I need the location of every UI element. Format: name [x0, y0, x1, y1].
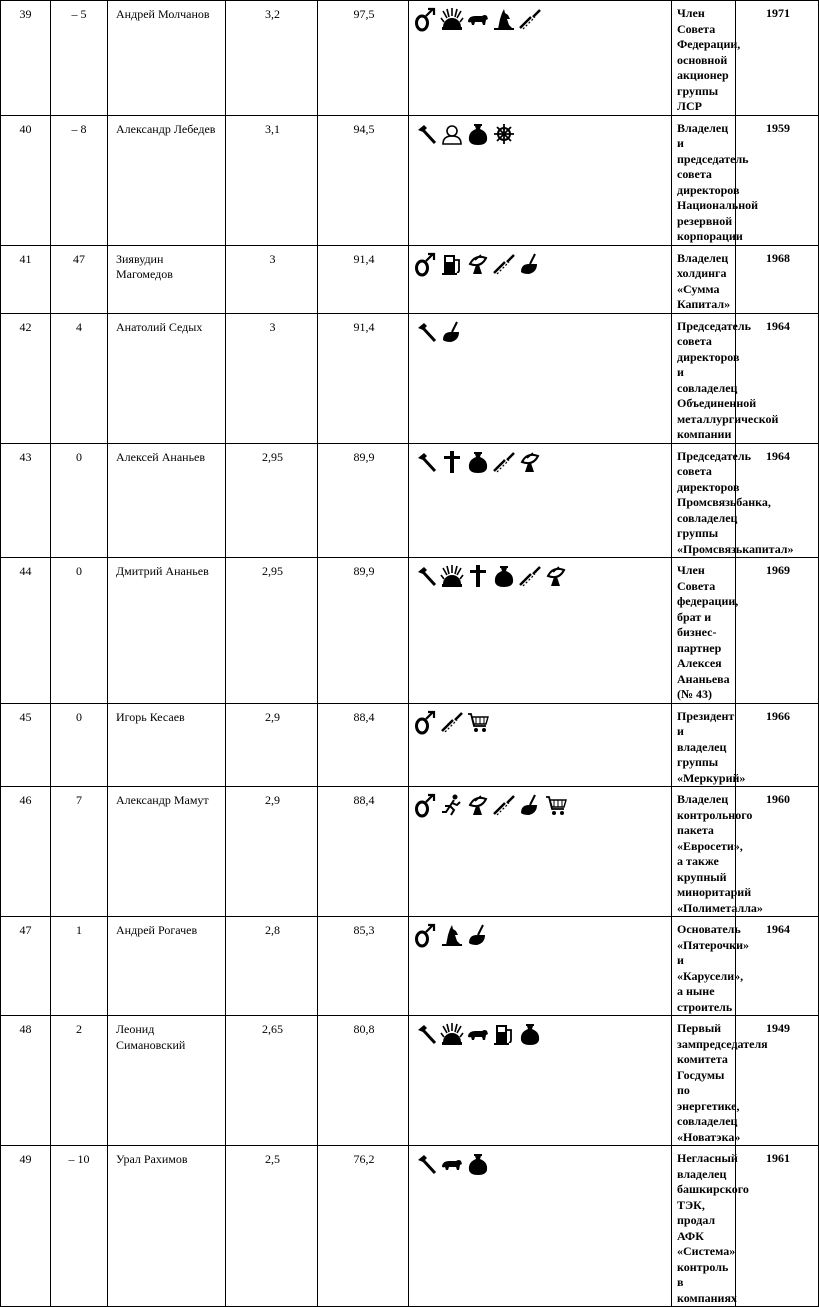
- rank-change-value: 0: [76, 564, 82, 578]
- wealth-rub-value: 94,5: [353, 121, 375, 136]
- wealth-usd-cell: [226, 313, 318, 443]
- wealth-usd-cell: [226, 787, 318, 917]
- wealth-usd-cell: [226, 558, 318, 704]
- rank-cell: [1, 787, 51, 917]
- wealth-usd-cell: [226, 917, 318, 1016]
- pipe-icon: [493, 450, 515, 474]
- wealth-usd-value: 2,95: [262, 564, 283, 578]
- hammer-icon: [415, 320, 437, 344]
- rank-change-value: – 5: [71, 7, 87, 21]
- cross-icon: [467, 564, 489, 588]
- birth-year-cell: [736, 1, 819, 116]
- person-name: Андрей Рогачев: [116, 923, 198, 937]
- birth-year-value: 1966: [766, 708, 790, 723]
- rank-change-value: 0: [76, 449, 82, 464]
- rank-change-value: 1: [76, 923, 82, 937]
- name-cell: [108, 703, 226, 787]
- wealth-usd-value: 2,5: [265, 1152, 280, 1166]
- wealth-rub-cell: [318, 703, 409, 787]
- rank-change-value: 47: [73, 251, 85, 266]
- wealth-usd-cell: [226, 1146, 318, 1307]
- wealth-rub-cell: [318, 115, 409, 245]
- name-cell: [108, 787, 226, 917]
- wealth-usd-value: 2,9: [265, 709, 280, 724]
- fuel-pump-icon: [441, 252, 463, 276]
- industry-icons: [415, 791, 667, 817]
- industry-icons: [415, 5, 667, 31]
- industry-icons-cell: [409, 313, 672, 443]
- wealth-rub-value: 89,9: [353, 564, 375, 578]
- person-name: Игорь Кесаев: [116, 709, 185, 724]
- birth-year-value: 1964: [766, 922, 790, 936]
- wealth-usd-value: 3: [269, 251, 276, 266]
- money-bag-icon: [493, 564, 515, 588]
- birth-year-cell: [736, 703, 819, 787]
- person-description: Член Совета федерации, брат и бизнес-партнер Алексея Ананьева (№ 43): [677, 563, 739, 701]
- rank-cell: [1, 245, 51, 313]
- rank-value: 48: [19, 1022, 32, 1036]
- description-cell: [672, 1, 741, 116]
- rank-change-cell: [51, 1016, 108, 1146]
- wealth-usd-value: 2,65: [262, 1022, 283, 1036]
- birth-year-cell: [736, 1016, 819, 1146]
- male-symbol-icon: [415, 7, 437, 31]
- table-row: [1, 443, 819, 558]
- wealth-usd-value: 2,8: [265, 923, 280, 937]
- description-cell: [672, 703, 746, 787]
- hammer-icon: [415, 122, 437, 146]
- rank-change-cell: [51, 443, 108, 558]
- rank-value: 45: [19, 709, 32, 724]
- pipe-icon: [519, 7, 541, 31]
- table-row: [1, 1016, 819, 1146]
- rank-change-cell: [51, 313, 108, 443]
- rank-value: 46: [19, 793, 32, 807]
- birth-year-cell: [736, 1146, 819, 1307]
- wealth-rub-value: 91,4: [353, 251, 375, 266]
- wealth-rub-value: 88,4: [353, 793, 375, 807]
- rank-change-cell: [51, 558, 108, 704]
- wealth-usd-cell: [226, 1, 318, 116]
- rank-value: 44: [19, 564, 32, 578]
- wealth-usd-cell: [226, 443, 318, 558]
- industry-icons: [415, 448, 667, 474]
- ladle-icon: [441, 320, 463, 344]
- rank-value: 42: [19, 319, 32, 334]
- rank-change-value: 7: [76, 793, 82, 807]
- person-head-icon: [441, 122, 463, 146]
- wealth-rub-value: 91,4: [353, 319, 375, 334]
- rank-change-cell: [51, 245, 108, 313]
- person-description: Основатель «Пятерочки» и «Карусели», а ныне строитель: [677, 922, 750, 1014]
- table-row: [1, 245, 819, 313]
- industry-icons: [415, 562, 667, 588]
- hammer-icon: [415, 450, 437, 474]
- rank-change-value: – 10: [68, 1152, 90, 1166]
- birth-year-value: 1949: [766, 1021, 790, 1035]
- description-cell: [672, 558, 739, 704]
- money-bag-icon: [467, 1152, 489, 1176]
- birth-year-cell: [736, 558, 819, 704]
- name-cell: [108, 245, 226, 313]
- shopping-cart-icon: [467, 710, 489, 734]
- wealth-usd-cell: [226, 703, 318, 787]
- industry-icons: [415, 1150, 667, 1176]
- wealth-rub-cell: [318, 558, 409, 704]
- sun-icon: [441, 1022, 463, 1046]
- table-row: [1, 787, 819, 917]
- name-cell: [108, 917, 226, 1016]
- wealth-rub-cell: [318, 245, 409, 313]
- person-name: Александр Мамут: [116, 793, 209, 807]
- table-row: [1, 115, 819, 245]
- description-cell: [672, 917, 750, 1016]
- birth-year-value: 1960: [766, 792, 790, 806]
- wealth-rub-value: 85,3: [353, 923, 375, 937]
- wealth-rub-cell: [318, 917, 409, 1016]
- person-name: Леонид Симановский: [116, 1022, 186, 1052]
- industry-icons-cell: [409, 1, 672, 116]
- birth-year-cell: [736, 115, 819, 245]
- table-row: [1, 917, 819, 1016]
- wolf-icon: [441, 923, 463, 947]
- birth-year-value: 1964: [766, 318, 790, 333]
- industry-icons: [415, 921, 667, 947]
- person-name: Анатолий Седых: [116, 319, 203, 334]
- rank-change-cell: [51, 115, 108, 245]
- person-description: Владелец контрольного пакета «Евросети», а также крупный миноритарий «Полиметалла»: [677, 792, 763, 915]
- satellite-dish-icon: [467, 252, 489, 276]
- rank-value: 43: [19, 449, 32, 464]
- male-symbol-icon: [415, 923, 437, 947]
- person-name: Дмитрий Ананьев: [116, 564, 209, 578]
- rank-value: 40: [19, 121, 32, 136]
- hammer-icon: [415, 1152, 437, 1176]
- rank-cell: [1, 1146, 51, 1307]
- table-row: [1, 313, 819, 443]
- wealth-rub-cell: [318, 1146, 409, 1307]
- hammer-icon: [415, 564, 437, 588]
- birth-year-value: 1969: [766, 563, 790, 577]
- bear-icon: [467, 7, 489, 31]
- person-name: Андрей Молчанов: [116, 7, 210, 21]
- description-cell: [672, 1016, 768, 1146]
- rank-cell: [1, 443, 51, 558]
- wealth-rub-cell: [318, 313, 409, 443]
- wealth-rub-cell: [318, 443, 409, 558]
- rank-change-value: – 8: [71, 121, 87, 136]
- bear-icon: [467, 1022, 489, 1046]
- runner-icon: [441, 793, 463, 817]
- rank-change-cell: [51, 917, 108, 1016]
- industry-icons-cell: [409, 917, 672, 1016]
- person-description: Владелец холдинга «Сумма Капитал»: [677, 250, 731, 311]
- rank-change-cell: [51, 703, 108, 787]
- rank-change-value: 0: [76, 709, 82, 724]
- industry-icons: [415, 250, 667, 276]
- male-symbol-icon: [415, 710, 437, 734]
- person-description: Президент и владелец группы «Меркурий»: [677, 708, 746, 785]
- pipe-icon: [493, 793, 515, 817]
- rank-value: 49: [19, 1152, 32, 1166]
- male-symbol-icon: [415, 793, 437, 817]
- rank-value: 39: [19, 7, 32, 21]
- wealth-rub-cell: [318, 1016, 409, 1146]
- name-cell: [108, 1146, 226, 1307]
- wealth-usd-cell: [226, 245, 318, 313]
- industry-icons-cell: [409, 1016, 672, 1146]
- name-cell: [108, 1016, 226, 1146]
- cross-icon: [441, 450, 463, 474]
- industry-icons: [415, 120, 667, 146]
- birth-year-value: 1964: [766, 448, 790, 463]
- industry-icons: [415, 318, 667, 344]
- bear-icon: [441, 1152, 463, 1176]
- person-description: Председатель совета директоров и совладелец Объединенной металлургической компании: [677, 318, 779, 441]
- person-name: Александр Лебедев: [116, 121, 216, 136]
- description-cell: [672, 787, 763, 917]
- wealth-rub-cell: [318, 787, 409, 917]
- person-description: Член Совета Федерации, основной акционер группы ЛСР: [677, 6, 741, 113]
- person-name: Алексей Ананьев: [116, 449, 206, 464]
- wealth-usd-cell: [226, 115, 318, 245]
- pipe-icon: [441, 710, 463, 734]
- sun-icon: [441, 564, 463, 588]
- ladle-icon: [467, 923, 489, 947]
- person-description: Негласный владелец башкирского ТЭК, продал АФК «Система» контроль в компаниях: [677, 1151, 749, 1305]
- wealth-usd-value: 3,2: [265, 7, 280, 21]
- ship-wheel-icon: [493, 122, 515, 146]
- hammer-icon: [415, 1022, 437, 1046]
- ladle-icon: [519, 793, 541, 817]
- rank-change-cell: [51, 1146, 108, 1307]
- wealth-usd-value: 2,95: [262, 449, 283, 464]
- wealth-rub-value: 97,5: [353, 7, 375, 21]
- rank-cell: [1, 313, 51, 443]
- pipe-icon: [493, 252, 515, 276]
- wealth-usd-value: 3,1: [265, 121, 280, 136]
- industry-icons-cell: [409, 787, 672, 917]
- person-name: Урал Рахимов: [116, 1152, 188, 1166]
- rank-cell: [1, 917, 51, 1016]
- fuel-pump-icon: [493, 1022, 515, 1046]
- table-body: [1, 1, 819, 1307]
- birth-year-value: 1961: [766, 1151, 790, 1165]
- industry-icons-cell: [409, 115, 672, 245]
- birth-year-value: 1959: [766, 120, 790, 135]
- rank-cell: [1, 115, 51, 245]
- industry-icons-cell: [409, 558, 672, 704]
- sun-icon: [441, 7, 463, 31]
- table-row: [1, 1146, 819, 1307]
- industry-icons-cell: [409, 245, 672, 313]
- money-bag-icon: [519, 1022, 541, 1046]
- wealth-usd-value: 3: [269, 319, 276, 334]
- person-description: Председатель совета директоров Промсвязьбанка, совладелец группы «Промсвязькапитал»: [677, 448, 794, 556]
- person-description: Первый зампредседателя комитета Госдумы по энергетике, совладелец «Новатэка»: [677, 1021, 768, 1144]
- table-row: [1, 703, 819, 787]
- ladle-icon: [519, 252, 541, 276]
- birth-year-value: 1968: [766, 250, 790, 265]
- description-cell: [672, 115, 759, 245]
- birth-year-cell: [736, 917, 819, 1016]
- description-cell: [672, 245, 736, 313]
- wealth-rub-value: 88,4: [353, 709, 375, 724]
- wealth-usd-value: 2,9: [265, 793, 280, 807]
- rank-value: 47: [19, 923, 32, 937]
- name-cell: [108, 1, 226, 116]
- wealth-rub-cell: [318, 1, 409, 116]
- name-cell: [108, 313, 226, 443]
- rank-change-value: 4: [76, 319, 82, 334]
- person-name: Зиявудин Магомедов: [116, 251, 173, 281]
- industry-icons: [415, 1020, 667, 1046]
- industry-icons: [415, 708, 667, 734]
- wealth-rub-value: 89,9: [353, 449, 375, 464]
- rank-change-cell: [51, 1, 108, 116]
- person-description: Владелец и председатель совета директоров Национальной резервной корпорации: [677, 120, 759, 243]
- wealth-rub-value: 80,8: [353, 1022, 375, 1036]
- name-cell: [108, 558, 226, 704]
- rank-value: 41: [19, 251, 32, 266]
- wolf-icon: [493, 7, 515, 31]
- rank-cell: [1, 703, 51, 787]
- table-row: [1, 558, 819, 704]
- money-bag-icon: [467, 450, 489, 474]
- wealth-usd-cell: [226, 1016, 318, 1146]
- shopping-cart-icon: [545, 793, 567, 817]
- description-cell: [672, 1146, 749, 1307]
- rank-change-cell: [51, 787, 108, 917]
- satellite-dish-icon: [545, 564, 567, 588]
- money-bag-icon: [467, 122, 489, 146]
- pipe-icon: [519, 564, 541, 588]
- rank-cell: [1, 558, 51, 704]
- industry-icons-cell: [409, 443, 672, 558]
- male-symbol-icon: [415, 252, 437, 276]
- rank-cell: [1, 1, 51, 116]
- satellite-dish-icon: [467, 793, 489, 817]
- wealth-rub-value: 76,2: [353, 1152, 375, 1166]
- birth-year-cell: [736, 245, 819, 313]
- birth-year-value: 1971: [766, 6, 790, 20]
- industry-icons-cell: [409, 1146, 672, 1307]
- table-row: [1, 1, 819, 116]
- name-cell: [108, 443, 226, 558]
- rank-cell: [1, 1016, 51, 1146]
- rank-change-value: 2: [76, 1022, 82, 1036]
- satellite-dish-icon: [519, 450, 541, 474]
- name-cell: [108, 115, 226, 245]
- industry-icons-cell: [409, 703, 672, 787]
